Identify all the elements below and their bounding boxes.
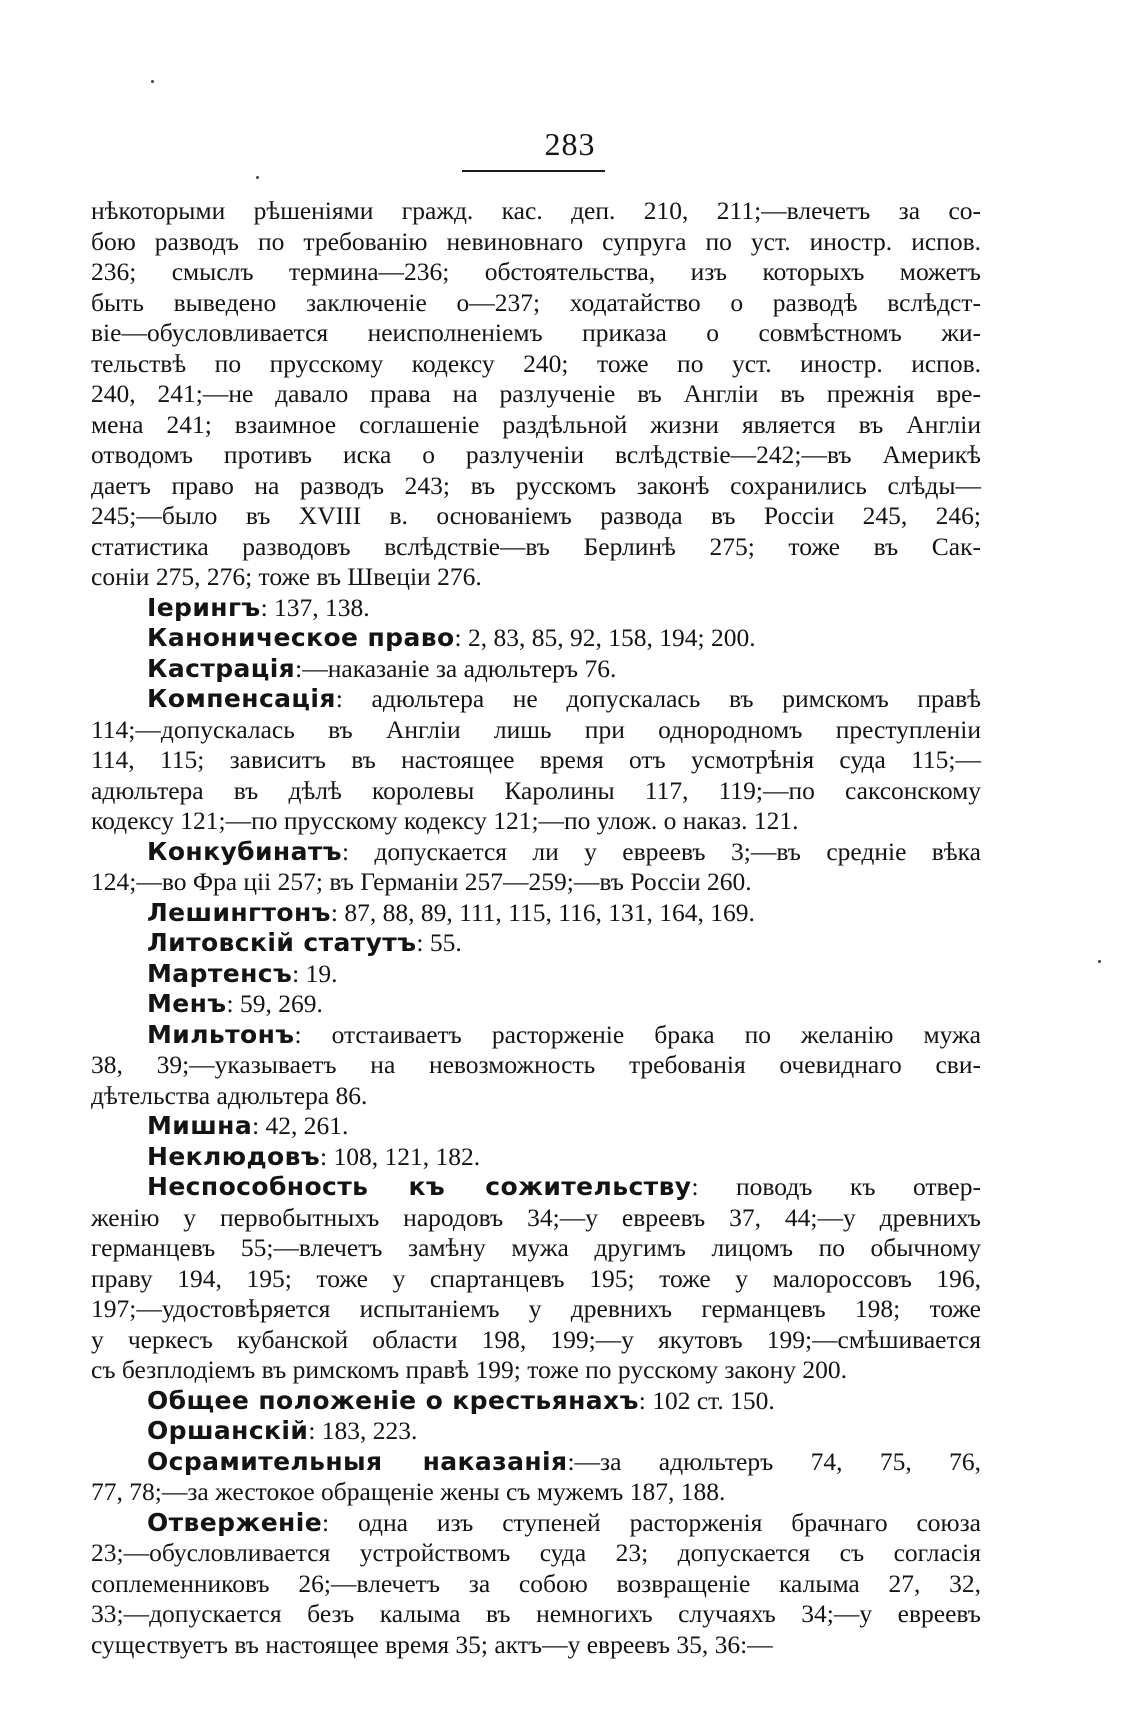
text-line: быть выведено заключеніе о—237; ходатайство о разводѣ вслѣдст- (91, 287, 981, 317)
index-entry (91, 1508, 981, 1661)
text-line (91, 898, 981, 929)
text-line: соплеменниковъ 26;—влечетъ за собою возвращеніе калыма 27, 32, (91, 1568, 981, 1598)
entry-text: : 137, 138. (260, 592, 370, 622)
index-entry (91, 1386, 981, 1417)
entry-heading: Оршанскій (147, 1416, 309, 1445)
entry-heading: Каноническое право (147, 623, 455, 652)
text-line: 245;—было въ XVIII в. основаніемъ развода въ Россіи 245, 246; (91, 501, 981, 530)
text-line: 114;—допускалась въ Англіи лишь при однородномъ преступленіи (91, 714, 981, 744)
text-line (91, 593, 981, 624)
text-line: тельствѣ по прусскому кодексу 240; тоже по уст. иностр. испов. (91, 348, 981, 378)
print-speck (256, 176, 259, 179)
entry-heading: Отверженіе (147, 1507, 323, 1537)
text-line (91, 989, 981, 1020)
entry-text: : 2, 83, 85, 92, 158, 194; 200. (454, 623, 756, 652)
text-line: статистика разводовъ вслѣдствіе—въ Берлинѣ 275; тоже въ Сак- (91, 531, 981, 561)
text-line: бою разводъ по требованію невиновнаго супруга по уст. иностр. испов. (91, 226, 981, 256)
text-line: съ безплодіемъ въ римскомъ правѣ 199; тоже по русскому закону 200. (91, 1355, 847, 1384)
text-line: у черкесъ кубанской области 198, 199;—у якутовъ 199;—смѣшивается (91, 1324, 981, 1354)
entry-heading: Осрамительныя наказанія (147, 1446, 568, 1476)
text-line (91, 1416, 981, 1447)
entry-heading: Неспособность къ сожительству (147, 1172, 692, 1201)
text-line: существуетъ въ настоящее время 35; актъ—у евреевъ 35, 36:— (91, 1629, 773, 1659)
entry-heading: Неклюдовъ (147, 1141, 321, 1171)
text-line (91, 1386, 981, 1417)
entry-text: : адюльтера не допускалась въ римскомъ правѣ (335, 684, 981, 713)
index-entry (91, 1172, 981, 1386)
text-line: 38, 39;—указываетъ на невозможность требованія очевиднаго сви- (91, 1050, 981, 1079)
index-entry (91, 837, 981, 898)
header-rule (462, 170, 605, 172)
entry-text: :—наказаніе за адюльтеръ 76. (295, 653, 617, 683)
entry-heading: Мартенсъ (147, 958, 293, 988)
text-line (91, 1447, 981, 1478)
text-line: кодексу 121;—по прусскому кодексу 121;—по улож. о наказ. 121. (91, 806, 799, 835)
text-line (91, 1142, 981, 1173)
text-line (91, 928, 981, 959)
entry-text: :—за адюльтеръ 74, 75, 76, (567, 1446, 981, 1476)
entry-heading: Іерингъ (147, 592, 261, 622)
text-line: 124;—во Фра ціі 257; въ Германіи 257—259;—въ Россіи 260. (91, 867, 752, 896)
text-line: соніи 275, 276; тоже въ Швеціи 276. (91, 562, 482, 591)
text-line: дѣтельства адюльтера 86. (91, 1080, 368, 1110)
entry-heading: Мишна (147, 1111, 253, 1140)
entry-heading: Мильтонъ (147, 1019, 295, 1049)
continued-entry (91, 196, 981, 593)
index-entry (91, 1020, 981, 1112)
text-line: 197;—удостовѣряется испытаніемъ у древнихъ германцевъ 198; тоже (91, 1294, 981, 1323)
entry-text: : 183, 223. (308, 1416, 418, 1445)
entry-heading: Кастрація (147, 653, 296, 683)
text-line: віе—обусловливается неисполненіемъ приказа о совмѣстномъ жи- (91, 318, 981, 347)
index-entry (91, 1416, 981, 1447)
entry-text: : 42, 261. (252, 1111, 349, 1140)
text-line (91, 1020, 981, 1051)
index-entry (91, 623, 981, 654)
index-entry (91, 684, 981, 837)
entry-text: : 55. (416, 928, 462, 957)
entry-heading: Общее положеніе о крестьянахъ (147, 1385, 639, 1415)
text-line: 33;—допускается безъ калыма въ немногихъ случаяхъ 34;—у евреевъ (91, 1599, 981, 1628)
index-entry (91, 1447, 981, 1508)
index-entry (91, 654, 981, 685)
text-line: 240, 241;—не давало права на разлученіе въ Англіи въ прежнія вре- (91, 379, 981, 408)
text-line: праву 194, 195; тоже у спартанцевъ 195; тоже у малороссовъ 196, (91, 1263, 981, 1293)
index-entry (91, 989, 981, 1020)
entry-heading: Литовскій статутъ (147, 928, 417, 957)
text-line: адюльтера въ дѣлѣ королевы Каролины 117, 119;—по саксонскому (91, 775, 981, 805)
entry-heading: Лешингтонъ (147, 897, 331, 927)
index-entry (91, 593, 981, 624)
entry-text: : 59, 269. (226, 989, 323, 1018)
text-line (91, 1172, 981, 1203)
text-line (91, 959, 981, 990)
text-line (91, 623, 981, 654)
text-line (91, 1508, 981, 1539)
text-line (91, 837, 981, 868)
index-entry (91, 959, 981, 990)
print-speck (1098, 960, 1101, 963)
entry-text: : 102 ст. 150. (638, 1385, 775, 1415)
entry-text: : 19. (292, 958, 338, 988)
text-line: мена 241; взаимное соглашеніе раздѣльной жизни является въ Англіи (91, 409, 981, 439)
entry-text: : 108, 121, 182. (320, 1141, 481, 1171)
text-line: 114, 115; зависитъ въ настоящее время отъ усмотрѣнія суда 115;— (91, 745, 981, 774)
entry-heading: Компенсація (147, 684, 336, 713)
text-line: нѣкоторыми рѣшеніями гражд. кас. деп. 210, 211;—влечетъ за со- (91, 196, 981, 225)
entry-text: : одна изъ ступеней расторженія брачнаго союза (322, 1507, 981, 1537)
entry-text: : 87, 88, 89, 111, 115, 116, 131, 164, 169. (330, 897, 755, 927)
text-line (91, 1111, 981, 1142)
index-entries (91, 593, 981, 1661)
text-line: 23;—обусловливается устройствомъ суда 23; допускается съ согласія (91, 1538, 981, 1567)
index-entry (91, 1111, 981, 1142)
text-line: даетъ право на разводъ 243; въ русскомъ законѣ сохранились слѣды— (91, 470, 981, 500)
entry-text: : поводъ къ отвер- (691, 1172, 981, 1201)
index-entry (91, 928, 981, 959)
print-speck (151, 80, 154, 83)
text-line: германцевъ 55;—влечетъ замѣну мужа другимъ лицомъ по обычному (91, 1233, 981, 1262)
entry-text: : допускается ли у евреевъ 3;—въ средніе вѣка (341, 836, 981, 866)
text-line: отводомъ противъ иска о разлученіи вслѣдствіе—242;—въ Америкѣ (91, 440, 981, 469)
text-line (91, 684, 981, 715)
text-line (91, 654, 981, 685)
index-entry (91, 1142, 981, 1173)
index-entry (91, 898, 981, 929)
text-line: 236; смыслъ термина—236; обстоятельства, изъ которыхъ можетъ (91, 257, 981, 286)
entry-text: : отстаиваетъ расторженіе брака по желанію мужа (294, 1019, 981, 1049)
text-line: 77, 78;—за жестокое обращеніе жены съ мужемъ 187, 188. (91, 1477, 726, 1506)
entry-heading: Конкубинатъ (147, 836, 342, 866)
index-text (91, 196, 981, 1660)
text-line: женію у первобытныхъ народовъ 34;—у евреевъ 37, 44;—у древнихъ (91, 1202, 981, 1232)
page-number: 283 (544, 126, 596, 162)
entry-heading: Менъ (147, 989, 227, 1018)
